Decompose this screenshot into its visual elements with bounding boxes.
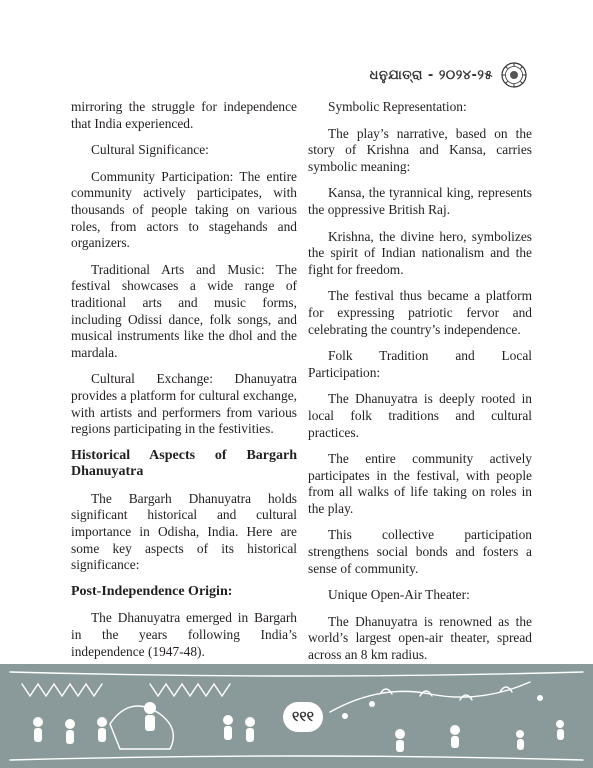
odisha-emblem-icon (501, 62, 527, 88)
page-number: ୧୧୧ (283, 702, 323, 732)
paragraph: Traditional Arts and Music: The festival showcases a wide range of traditional arts and music forms, including Odissi dance, folk songs, and musical instruments like the dhol and the mardala. (71, 261, 297, 360)
paragraph: Cultural Exchange: Dhanuyatra provides a platform for cultural exchange, with artists and performers from various regions participating in the festivities. (71, 371, 297, 437)
section-heading: Historical Aspects of Bargarh Dhanuyatra (71, 447, 297, 480)
paragraph: Kansa, the tyrannical king, represents the oppressive British Raj. (308, 185, 532, 217)
left-column (71, 99, 297, 730)
section-heading: Post-Independence Origin: (71, 583, 233, 599)
paragraph: Folk Tradition and Local Participation: (308, 348, 532, 380)
paragraph: Community Participation: The entire community actively participates, with thousands of people taking on various roles, from actors to stagehands and organizers. (71, 168, 297, 251)
paragraph: The Bargarh Dhanuyatra holds significant historical and cultural importance in Odisha, India. Here are some key aspects of its historical significance: (71, 490, 297, 573)
paragraph: Krishna, the divine hero, symbolizes the spirit of Indian nationalism and the fight for freedom. (308, 228, 532, 277)
page-header (370, 62, 527, 88)
paragraph: Unique Open-Air Theater: (328, 587, 470, 603)
right-column (308, 99, 532, 750)
paragraph: The play’s narrative, based on the story of Krishna and Kansa, carries symbolic meaning: (308, 125, 532, 174)
paragraph: The Dhanuyatra is renowned as the world’s largest open-air theater, spread across an 8 km radius. (308, 613, 532, 663)
paragraph: Cultural Significance: (91, 142, 209, 158)
paragraph: The entire community actively participates in the festival, with people from all walks of life taking on roles in the play. (308, 451, 532, 516)
paragraph: The festival thus became a platform for expressing patriotic fervor and celebrating the country’s independence. (308, 288, 532, 337)
paragraph: mirroring the struggle for independence that India experienced. (71, 99, 297, 131)
paragraph: Symbolic Representation: (328, 99, 467, 114)
paragraph: The Dhanuyatra emerged in Bargarh in the years following India’s independence (1947-48). (71, 610, 297, 659)
paragraph: The Dhanuyatra is deeply rooted in local folk traditions and cultural practices. (308, 391, 532, 440)
paragraph: This collective participation strengthens social bonds and fosters a sense of community. (308, 527, 532, 576)
header-title: ଧନୁଯାତ୍ରା - ୨୦୨୪-୨୫ (369, 67, 493, 83)
